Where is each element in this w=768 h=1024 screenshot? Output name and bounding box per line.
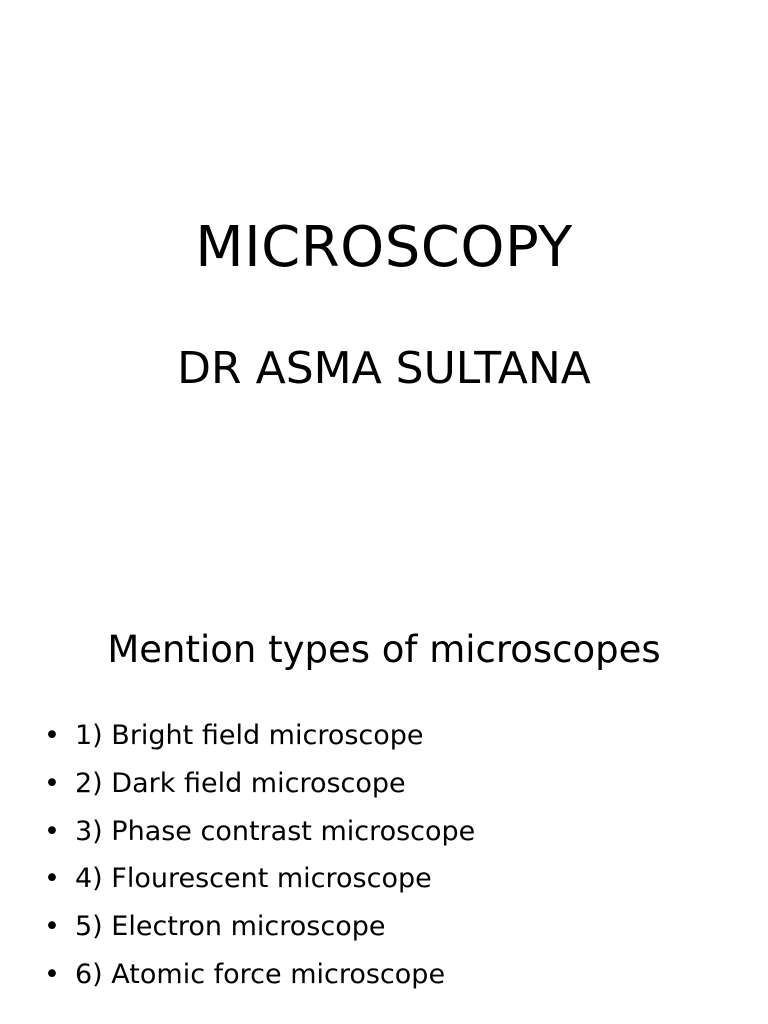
list-item	[44, 903, 475, 951]
bullet-icon: •	[44, 720, 60, 751]
content-slide-title: Mention types of microscopes	[107, 628, 661, 671]
list-item-text: 1) Bright field microscope	[75, 720, 424, 751]
content-slide	[0, 512, 768, 1024]
slide-title: MICROSCOPY	[195, 215, 573, 280]
list-item	[44, 712, 475, 760]
list-item-text: 6) Atomic force microscope	[75, 958, 446, 990]
list-item-text: 2) Dark field microscope	[75, 767, 406, 799]
microscope-types-list	[44, 712, 475, 999]
bullet-icon: •	[44, 958, 60, 990]
bullet-icon: •	[44, 815, 60, 847]
bullet-icon: •	[44, 767, 60, 799]
list-item-text: 3) Phase contrast microscope	[75, 815, 476, 847]
list-item-text: 5) Electron microscope	[75, 911, 386, 943]
list-item	[44, 855, 475, 903]
list-item	[44, 951, 475, 999]
bullet-icon: •	[44, 863, 60, 895]
slide-subtitle-author: DR ASMA SULTANA	[177, 343, 591, 394]
list-item	[44, 760, 475, 808]
list-item	[44, 808, 475, 856]
list-item-text: 4) Flourescent microscope	[75, 863, 432, 895]
bullet-icon: •	[44, 911, 60, 943]
